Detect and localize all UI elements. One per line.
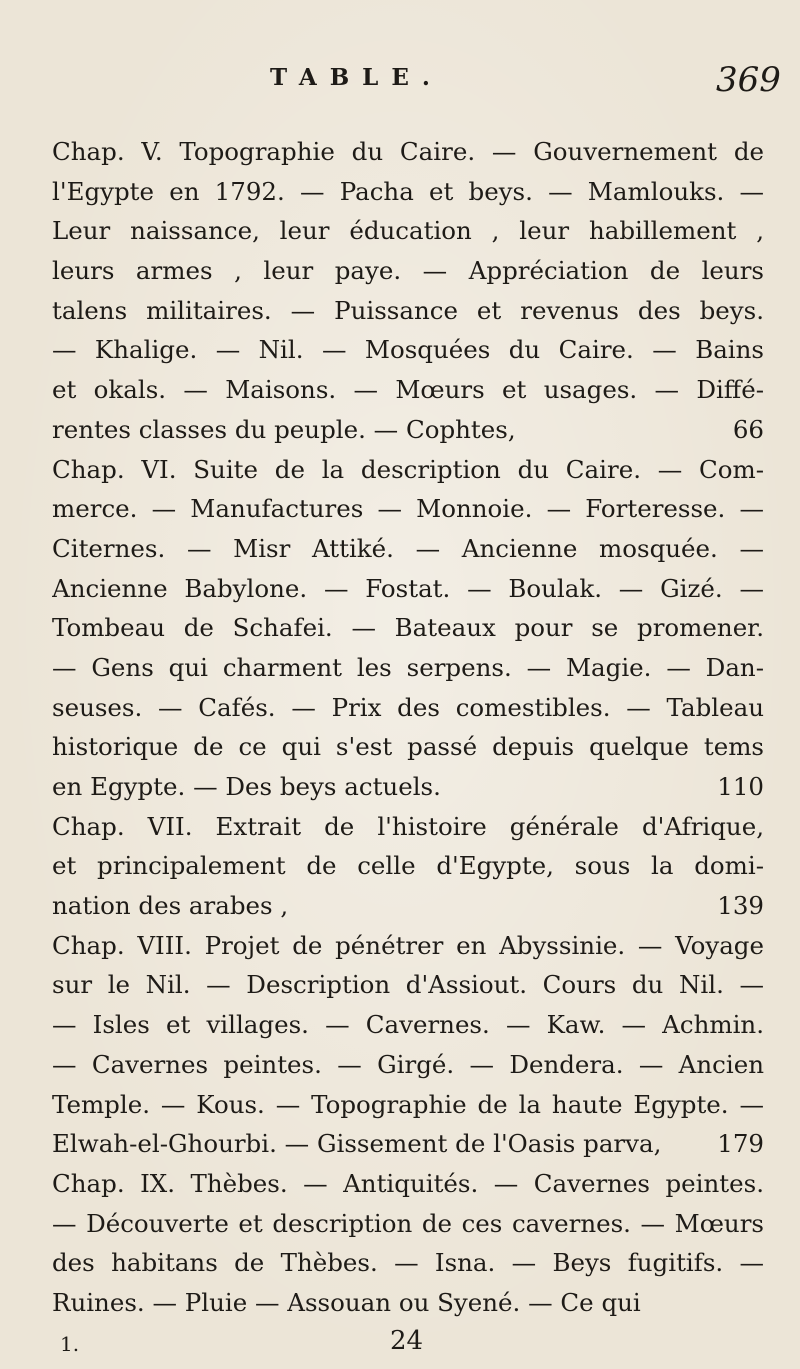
toc-line-text: Chap. IX. Thèbes. — Antiquités. — Cavernes peintes. bbox=[52, 1168, 764, 1198]
toc-line-text: leurs armes , leur paye. — Appréciation de leurs bbox=[52, 256, 764, 286]
toc-line bbox=[52, 251, 764, 291]
toc-line bbox=[52, 688, 764, 728]
toc-line bbox=[52, 1124, 764, 1164]
toc-line bbox=[52, 1005, 764, 1045]
toc-line-text: rentes classes du peuple. — Cophtes, bbox=[52, 414, 516, 444]
toc-line-text: Tombeau de Schafei. — Bateaux pour se promener. bbox=[52, 613, 764, 643]
toc-line bbox=[52, 370, 764, 410]
toc-line-text: et okals. — Maisons. — Mœurs et usages. — Diffé- bbox=[52, 375, 764, 405]
toc-line bbox=[52, 727, 764, 767]
toc-line bbox=[52, 450, 764, 490]
toc-line-text: nation des arabes , bbox=[52, 891, 289, 921]
toc-line-text: Leur naissance, leur éducation , leur habillement , bbox=[52, 216, 764, 246]
toc-line bbox=[52, 648, 764, 688]
toc-line bbox=[52, 608, 764, 648]
toc-line-text: des habitans de Thèbes. — Isna. — Beys fugitifs. — bbox=[52, 1248, 764, 1278]
toc-line bbox=[52, 926, 764, 966]
toc-line-text: — Découverte et description de ces cavernes. — Mœurs bbox=[52, 1208, 764, 1238]
toc-line-text: l'Egypte en 1792. — Pacha et beys. — Mamlouks. — bbox=[52, 176, 764, 206]
toc-line-text: Citernes. — Misr Attiké. — Ancienne mosquée. — bbox=[52, 533, 764, 563]
toc-line bbox=[52, 172, 764, 212]
toc-line bbox=[52, 846, 764, 886]
toc-line-text: seuses. — Cafés. — Prix des comestibles. — Tableau bbox=[52, 692, 764, 722]
toc-page-number: 139 bbox=[717, 891, 764, 921]
toc-line bbox=[52, 330, 764, 370]
toc-line bbox=[52, 291, 764, 331]
toc-line-text: — Gens qui charment les serpens. — Magie. — Dan- bbox=[52, 652, 764, 682]
toc-line-text: et principalement de celle d'Egypte, sous la domi- bbox=[52, 851, 764, 881]
toc-line bbox=[52, 410, 764, 450]
toc-line bbox=[52, 489, 764, 529]
toc-page-number: 110 bbox=[717, 772, 764, 801]
toc-line bbox=[52, 1204, 764, 1244]
toc-line-text: talens militaires. — Puissance et revenus des beys. bbox=[52, 295, 764, 325]
running-head: TABLE. bbox=[270, 64, 443, 91]
toc-line-text: Temple. — Kous. — Topographie de la haute Egypte. — bbox=[52, 1089, 764, 1119]
toc-line-text: Chap. VII. Extrait de l'histoire générale d'Afrique, bbox=[52, 811, 764, 841]
signature-mark: 1. bbox=[60, 1332, 80, 1356]
toc-line-text: sur le Nil. — Description d'Assiout. Cours du Nil. — bbox=[52, 970, 764, 1000]
toc-line-text: Ancienne Babylone. — Fostat. — Boulak. — Gizé. — bbox=[52, 573, 764, 603]
page-number: 369 bbox=[716, 60, 781, 100]
toc-line-text: Chap. VIII. Projet de pénétrer en Abyssinie. — Voyage bbox=[52, 930, 764, 960]
toc-line-text: historique de ce qui s'est passé depuis quelque tems bbox=[52, 732, 764, 762]
toc-line-text: — Isles et villages. — Cavernes. — Kaw. — Achmin. bbox=[52, 1010, 764, 1040]
toc-line-text: Chap. V. Topographie du Caire. — Gouvernement de bbox=[52, 137, 764, 166]
toc-line bbox=[52, 965, 764, 1005]
toc-line-text: en Egypte. — Des beys actuels. bbox=[52, 772, 441, 801]
toc-line-text: Ruines. — Pluie — Assouan ou Syené. — Ce qui bbox=[52, 1287, 641, 1317]
toc-line-text: — Cavernes peintes. — Girgé. — Dendera. — Ancien bbox=[52, 1049, 764, 1079]
toc-line bbox=[52, 1045, 764, 1085]
toc-page-number: 179 bbox=[717, 1129, 764, 1159]
toc-line-text: — Khalige. — Nil. — Mosquées du Caire. — Bains bbox=[52, 335, 764, 365]
page-header bbox=[0, 60, 800, 110]
toc-line bbox=[52, 886, 764, 926]
page-footer bbox=[0, 1326, 800, 1368]
toc-line bbox=[52, 211, 764, 251]
toc-page-number: 66 bbox=[732, 414, 764, 444]
toc-line bbox=[52, 1283, 764, 1323]
table-of-contents-text bbox=[52, 132, 764, 1323]
toc-line-text: merce. — Manufactures — Monnoie. — Forteresse. — bbox=[52, 494, 764, 524]
toc-line bbox=[52, 132, 764, 172]
toc-line bbox=[52, 1243, 764, 1283]
toc-line bbox=[52, 767, 764, 807]
toc-line bbox=[52, 1085, 764, 1125]
toc-line bbox=[52, 1164, 764, 1204]
toc-line-text: Elwah-el-Ghourbi. — Gissement de l'Oasis parva, bbox=[52, 1129, 662, 1159]
catchword: 24 bbox=[390, 1326, 424, 1356]
toc-line-text: Chap. VI. Suite de la description du Caire. — Com- bbox=[52, 454, 764, 484]
toc-line bbox=[52, 529, 764, 569]
toc-line bbox=[52, 569, 764, 609]
toc-line bbox=[52, 807, 764, 847]
